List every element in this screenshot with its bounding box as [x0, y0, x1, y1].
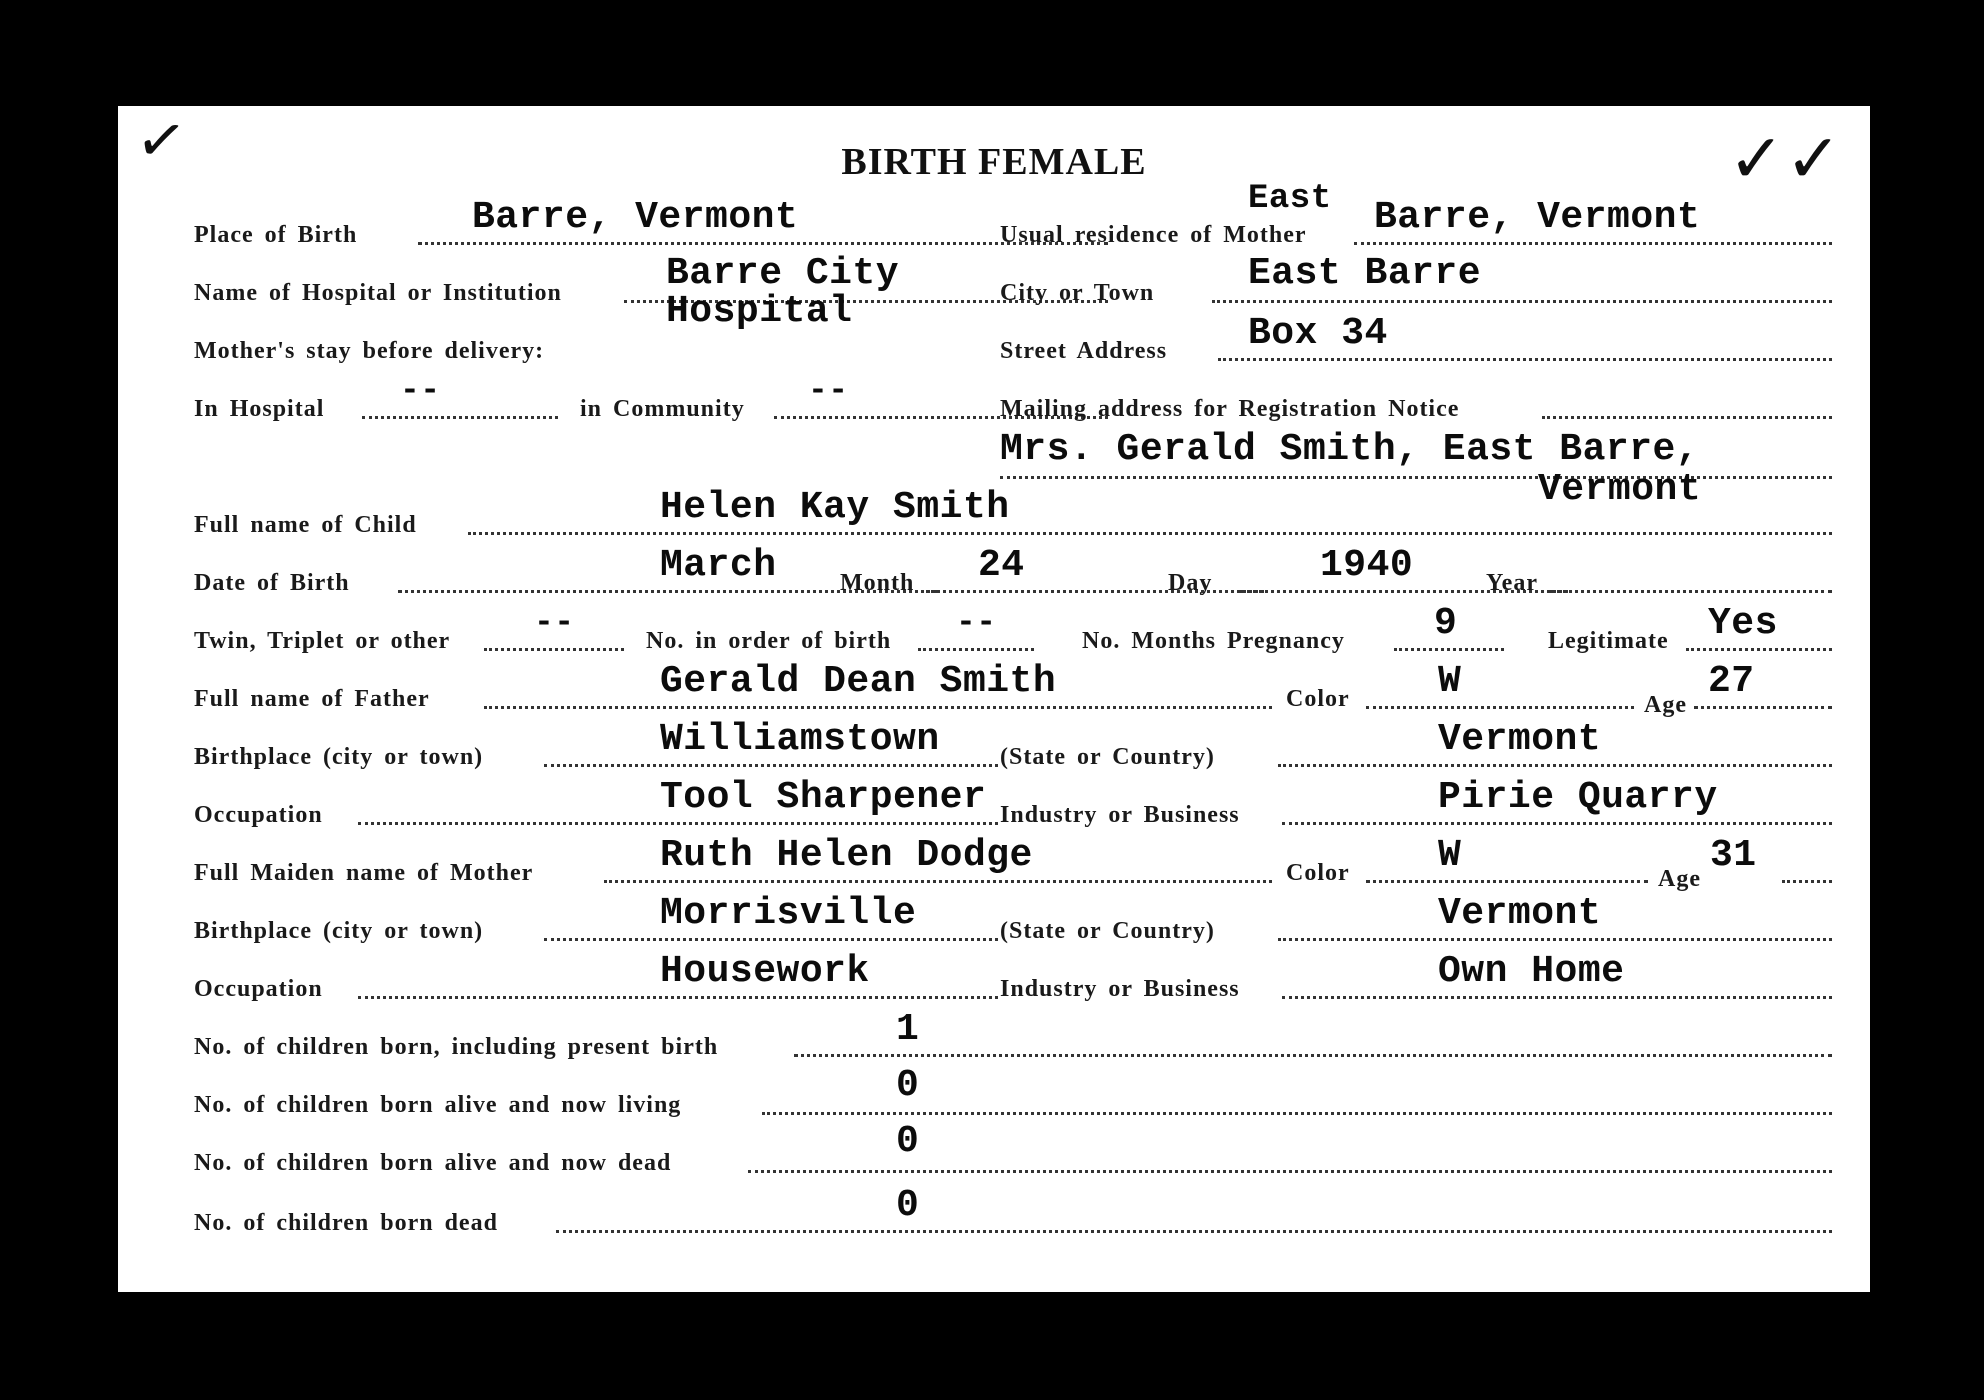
dotted-line — [556, 1230, 1832, 1233]
twin-triplet-value: -- — [534, 604, 575, 641]
left-check-mark: ✓ — [131, 102, 191, 180]
birth-day-value: 24 — [978, 544, 1025, 587]
father-industry-value: Pirie Quarry — [1438, 776, 1718, 819]
place-of-birth-value: Barre, Vermont — [472, 196, 799, 239]
twin-triplet-label: Twin, Triplet or other — [194, 628, 451, 654]
mother-state-value: Vermont — [1438, 892, 1602, 935]
mother-age-label: Age — [1658, 866, 1701, 892]
father-occupation-value: Tool Sharpener — [660, 776, 987, 819]
children-living-label: No. of children born alive and now living — [194, 1092, 682, 1118]
order-of-birth-value: -- — [956, 604, 997, 641]
mother-age-value: 31 — [1710, 834, 1757, 877]
street-address-value: Box 34 — [1248, 312, 1388, 355]
in-hospital-value: -- — [400, 372, 441, 409]
children-born-label: No. of children born, including present birth — [194, 1034, 719, 1060]
father-color-label: Color — [1286, 686, 1350, 712]
mailing-address-line1: Mrs. Gerald Smith, East Barre, — [1000, 428, 1700, 471]
dotted-line — [1550, 590, 1832, 593]
dotted-line — [484, 648, 624, 651]
father-state-label: (State or Country) — [1000, 744, 1215, 770]
year-label: Year — [1486, 570, 1538, 596]
right-check-marks: ✓✓ — [1728, 120, 1842, 199]
dotted-line — [1394, 648, 1504, 651]
month-label: Month — [840, 570, 915, 596]
city-or-town-label: City or Town — [1000, 280, 1155, 306]
children-dead-value: 0 — [896, 1120, 920, 1163]
hospital-name-line1: Barre City — [666, 252, 900, 295]
mother-industry-value: Own Home — [1438, 950, 1625, 993]
mother-birthplace-label: Birthplace (city or town) — [194, 918, 484, 944]
dotted-line — [544, 938, 998, 941]
mother-name-label: Full Maiden name of Mother — [194, 860, 534, 886]
usual-residence-value: Barre, Vermont — [1374, 196, 1701, 239]
dotted-line — [794, 1054, 1832, 1057]
father-industry-label: Industry or Business — [1000, 802, 1240, 828]
dotted-line — [468, 532, 1832, 535]
father-name-label: Full name of Father — [194, 686, 430, 712]
mailing-address-label: Mailing address for Registration Notice — [1000, 396, 1460, 422]
date-of-birth-label: Date of Birth — [194, 570, 350, 596]
father-color-value: W — [1438, 660, 1462, 703]
residence-prefix-value: East — [1248, 180, 1332, 218]
usual-residence-label: Usual residence of Mother — [1000, 222, 1307, 248]
dotted-line — [1000, 476, 1832, 479]
mailing-address-line2: Vermont — [1538, 468, 1702, 511]
dotted-line — [1694, 706, 1832, 709]
dotted-line — [358, 996, 998, 999]
hospital-name-label: Name of Hospital or Institution — [194, 280, 562, 306]
order-of-birth-label: No. in order of birth — [646, 628, 892, 654]
dotted-line — [484, 706, 1272, 709]
in-community-label: in Community — [580, 396, 745, 422]
dotted-line — [1278, 938, 1832, 941]
mother-color-label: Color — [1286, 860, 1350, 886]
months-pregnancy-value: 9 — [1434, 602, 1458, 645]
father-birthplace-value: Williamstown — [660, 718, 940, 761]
dotted-line — [1282, 822, 1832, 825]
legitimate-value: Yes — [1708, 602, 1778, 645]
dotted-line — [1212, 300, 1832, 303]
father-age-label: Age — [1644, 692, 1687, 718]
legitimate-label: Legitimate — [1548, 628, 1669, 654]
city-or-town-value: East Barre — [1248, 252, 1482, 295]
birth-year-value: 1940 — [1320, 544, 1414, 587]
dotted-line — [1366, 880, 1648, 883]
day-label: Day — [1168, 570, 1213, 596]
mother-birthplace-value: Morrisville — [660, 892, 917, 935]
birth-record-card — [118, 102, 1870, 1292]
children-born-dead-label: No. of children born dead — [194, 1210, 498, 1236]
child-name-label: Full name of Child — [194, 512, 417, 538]
dotted-line — [604, 880, 1272, 883]
in-community-value: -- — [808, 372, 849, 409]
dotted-line — [926, 590, 1264, 593]
dotted-line — [1278, 764, 1832, 767]
dotted-line — [362, 416, 558, 419]
child-name-value: Helen Kay Smith — [660, 486, 1010, 529]
dotted-line — [1542, 416, 1832, 419]
children-born-dead-value: 0 — [896, 1184, 920, 1227]
father-birthplace-label: Birthplace (city or town) — [194, 744, 484, 770]
mother-color-value: W — [1438, 834, 1462, 877]
in-hospital-label: In Hospital — [194, 396, 325, 422]
months-pregnancy-label: No. Months Pregnancy — [1082, 628, 1345, 654]
dotted-line — [1354, 242, 1832, 245]
mother-occupation-label: Occupation — [194, 976, 323, 1002]
place-of-birth-label: Place of Birth — [194, 222, 358, 248]
dotted-line — [358, 822, 998, 825]
hospital-name-line2: Hospital — [666, 290, 853, 333]
children-living-value: 0 — [896, 1064, 920, 1107]
dotted-line — [1686, 648, 1832, 651]
father-state-value: Vermont — [1438, 718, 1602, 761]
mother-industry-label: Industry or Business — [1000, 976, 1240, 1002]
dotted-line — [762, 1112, 1832, 1115]
dotted-line — [544, 764, 998, 767]
dotted-line — [1782, 880, 1832, 883]
dotted-line — [1282, 996, 1832, 999]
father-name-value: Gerald Dean Smith — [660, 660, 1057, 703]
dotted-line — [918, 648, 1034, 651]
mother-state-label: (State or Country) — [1000, 918, 1215, 944]
dotted-line — [748, 1170, 1832, 1173]
mother-name-value: Ruth Helen Dodge — [660, 834, 1033, 877]
children-dead-label: No. of children born alive and now dead — [194, 1150, 672, 1176]
father-age-value: 27 — [1708, 660, 1755, 703]
street-address-label: Street Address — [1000, 338, 1168, 364]
children-born-value: 1 — [896, 1008, 920, 1051]
document-title: BIRTH FEMALE — [841, 141, 1147, 183]
dotted-line — [1218, 358, 1832, 361]
birth-month-value: March — [660, 544, 777, 587]
father-occupation-label: Occupation — [194, 802, 323, 828]
mother-occupation-value: Housework — [660, 950, 870, 993]
dotted-line — [1366, 706, 1634, 709]
mothers-stay-label: Mother's stay before delivery: — [194, 338, 545, 364]
